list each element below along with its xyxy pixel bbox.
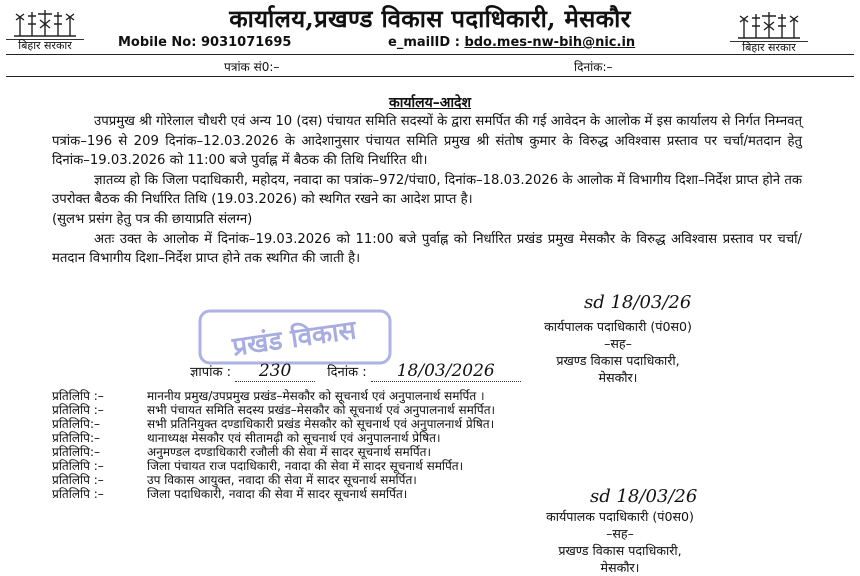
pratilipi-row: प्रतिलिपि :– सभी पंचायत समिति सदस्य प्रखंड–मेसकौर को सूचनार्थ एवं अनुपालनार्थ समर्पित। [52,403,496,417]
pratilipi-row: प्रतिलिपि :– जिला पंचायत राज पदाधिकारी, नवादा की सेवा में सादर सूचनार्थ समर्पित। [52,459,464,473]
handwritten-signature-1: sd 18/03/26 [584,292,692,313]
stamp-icon [196,305,396,369]
pratilipi-row: प्रतिलिपि :– उप विकास आयुक्त, नवादा की सेवा में सादर सूचनार्थ समर्पित। [52,473,417,487]
emblem-caption: बिहार सरकार [6,39,84,52]
pratilipi-row: प्रतिलिपि :– जिला पदाधिकारी, नवादा की सेवा में सादर सूचनार्थ समर्पित। [52,487,408,501]
signatory-place: मेसकौर। [600,560,640,575]
memo-dinank-label: दिनांक : [327,365,367,380]
body-paragraph-3: अतः उक्त के आलोक में दिनांक–19.03.2026 को 11:00 बजे पुर्वाह्न को निर्धारित प्रखंड प्रमुख मेसकौर के विरुद्ध अविश्वास प्रस्ताव पर चर्चा/मतदान विभागीय दिशा–निर्देश प्राप्त होने तक स्थगित की जाती है। [52,231,802,267]
email-link[interactable]: bdo.mes-nw-bih@nic.in [464,35,636,50]
signatory-sah: –सह– [606,526,634,541]
signatory-designation: कार्यपालक पदाधिकारी (पं0स0) [544,319,692,334]
emblem-caption: बिहार सरकार [730,41,808,54]
body-paragraph-1: उपप्रमुख श्री गोरेलाल चौधरी एवं अन्य 10 (दस) पंचायत समिति सदस्यों के द्वारा समर्पित की गई आवेदन के आलोक में इस कार्यालय से निर्गत निम्नवत् पत्रांक–196 से 209 दिनांक–12.03.2026 के आदेशानुसार पंचायत समिति प्रमुख श्री संतोष कुमार के विरुद्ध अविश्वास प्रस्ताव पर चर्चा/मतदान हेतु दिनांक–19.03.2026 को 11:00 बजे पुर्वाह्न में बैठक की तिथि निर्धारित थी। [52,114,802,169]
pratilipi-row: प्रतिलिपि:– सभी प्रतिनियुक्त दण्डाधिकारी प्रखंड मेसकौर को सूचनार्थ एवं अनुपालनार्थ प्रेषित। [52,417,495,431]
handwritten-signature-2: sd 18/03/26 [590,486,698,507]
email-line [388,35,635,50]
pratilipi-row: प्रतिलिपि:– अनुमण्डल दण्डाधिकारी रजौली की सेवा में सादर सूचनार्थ समर्पित। [52,445,432,459]
mobile-line [118,35,291,50]
signatory-designation: कार्यपालक पदाधिकारी (पं0स0) [546,509,694,524]
signatory-sah: –सह– [604,336,632,351]
order-body [52,112,802,269]
jnapank-value: 230 [235,361,315,382]
patrank-label: पत्रांक सं0:– [224,60,280,74]
memo-dinank-value: 18/03/2026 [371,361,521,382]
pratilipi-row: प्रतिलिपि :– माननीय प्रमुख/उपप्रमुख प्रखंड–मेसकौर को सूचनार्थ एवं अनुपालनार्थ समर्पित । [52,389,485,403]
memo-line [190,361,521,382]
jnapank-label: ज्ञापांक : [190,365,231,380]
body-paragraph-2: ज्ञातव्य हो कि जिला पदाधिकारी, महोदय, नवादा का पत्रांक–972/पंचा0, दिनांक–18.03.2026 के आलोक में विभागीय दिशा–निर्देश प्राप्त होने तक उपरोक्त बैठक की निर्धारित तिथि (19.03.2026) को स्थगित रखने का आदेश प्राप्त है। [52,172,802,208]
dinank-label: दिनांक:– [574,60,613,74]
order-heading: कार्यालय–आदेश [389,95,471,111]
ref-divider [6,76,854,77]
body-note: (सुलभ प्रसंग हेतु पत्र की छायाप्रति संलग्न) [52,211,253,227]
signature-block-2 [470,508,770,576]
mobile-label: Mobile No: [118,35,197,50]
mobile-value: 9031071695 [200,35,292,50]
signatory-title: प्रखण्ड विकास पदाधिकारी, [556,353,680,368]
email-label: e_mailID : [388,35,460,50]
header-divider [6,54,854,55]
office-title: कार्यालय,प्रखण्ड विकास पदाधिकारी, मेसकौर [229,4,631,33]
signatory-title: प्रखण्ड विकास पदाधिकारी, [558,543,682,558]
stamp-text: प्रखंड विकास [230,315,359,363]
signatory-place: मेसकौर। [598,370,638,385]
pratilipi-row: प्रतिलिपि:– थानाध्यक्ष मेसकौर एवं सीतामढ़ी को सूचनार्थ एवं अनुपालनार्थ प्रेषित। [52,431,441,445]
